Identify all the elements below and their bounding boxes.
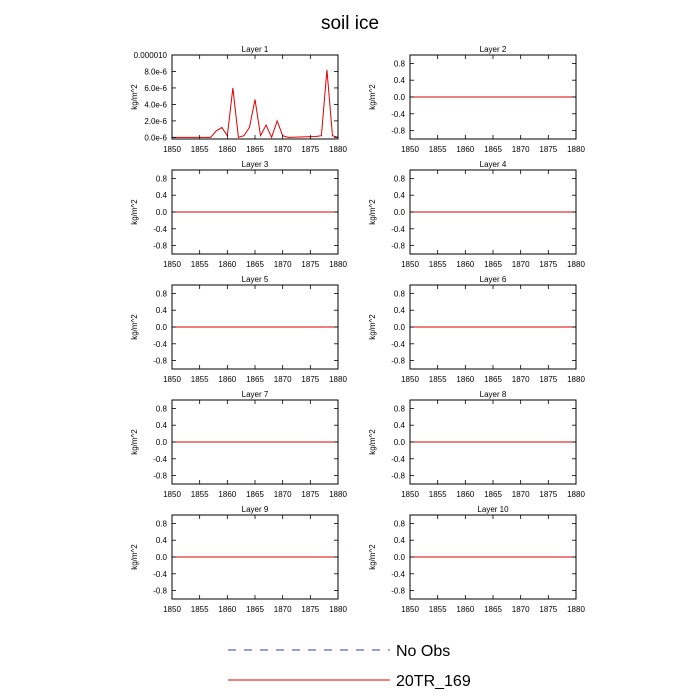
y-tick-label-layer-10: 0.0 xyxy=(393,553,405,562)
y-axis-label-layer-4: kg/m^2 xyxy=(368,199,377,225)
x-tick-label-layer-10: 1870 xyxy=(511,605,530,614)
y-tick-label-layer-5: 0.8 xyxy=(155,289,167,299)
y-tick-label-layer-3: -0.8 xyxy=(153,241,167,251)
panel-title-layer-1: Layer 1 xyxy=(241,45,269,54)
legend-label-no-obs: No Obs xyxy=(396,643,451,660)
y-tick-label-layer-1: 0.000010 xyxy=(133,51,167,60)
y-tick-label-layer-6: -0.8 xyxy=(391,356,405,366)
y-axis-label-layer-9: kg/m^2 xyxy=(130,544,139,570)
y-tick-label-layer-10: -0.4 xyxy=(391,569,405,579)
x-tick-label-layer-7: 1870 xyxy=(273,490,292,499)
x-tick-label-layer-8: 1855 xyxy=(428,490,447,499)
x-tick-label-layer-5: 1865 xyxy=(246,375,264,384)
y-tick-label-layer-7: 0.0 xyxy=(155,438,167,447)
x-tick-label-layer-7: 1865 xyxy=(246,490,264,499)
panel-grid xyxy=(130,45,585,614)
x-tick-label-layer-4: 1870 xyxy=(511,260,530,269)
x-tick-label-layer-3: 1875 xyxy=(301,260,320,269)
x-tick-label-layer-3: 1880 xyxy=(329,260,347,269)
y-tick-label-layer-3: 0.8 xyxy=(155,174,167,184)
x-tick-label-layer-5: 1880 xyxy=(329,375,347,384)
x-tick-label-layer-5: 1850 xyxy=(163,375,181,384)
y-tick-label-layer-1: 2.0e-6 xyxy=(144,116,167,126)
y-axis-label-layer-2: kg/m^2 xyxy=(368,84,377,110)
y-tick-label-layer-7: 0.8 xyxy=(155,404,167,414)
y-tick-label-layer-4: 0.8 xyxy=(393,174,405,184)
y-axis-label-layer-1: kg/m^2 xyxy=(130,84,139,110)
y-tick-label-layer-1: 6.0e-6 xyxy=(144,83,167,93)
x-tick-label-layer-1: 1850 xyxy=(163,145,181,154)
x-tick-label-layer-5: 1870 xyxy=(273,375,292,384)
y-tick-label-layer-8: -0.4 xyxy=(391,454,405,464)
y-tick-label-layer-7: -0.8 xyxy=(153,471,167,481)
x-tick-label-layer-8: 1880 xyxy=(567,490,585,499)
y-tick-label-layer-8: 0.0 xyxy=(393,438,405,447)
x-tick-label-layer-6: 1855 xyxy=(428,375,447,384)
y-tick-label-layer-7: 0.4 xyxy=(155,421,167,431)
x-tick-label-layer-1: 1860 xyxy=(218,145,237,154)
y-tick-label-layer-6: 0.8 xyxy=(393,289,405,299)
y-axis-label-layer-5: kg/m^2 xyxy=(130,314,139,340)
x-tick-label-layer-3: 1860 xyxy=(218,260,237,269)
x-tick-label-layer-4: 1855 xyxy=(428,260,447,269)
y-tick-label-layer-6: 0.0 xyxy=(393,323,405,332)
x-tick-label-layer-4: 1850 xyxy=(401,260,419,269)
legend xyxy=(228,643,471,690)
y-tick-label-layer-5: 0.4 xyxy=(155,306,167,316)
x-tick-label-layer-1: 1865 xyxy=(246,145,264,154)
x-tick-label-layer-7: 1850 xyxy=(163,490,181,499)
y-tick-label-layer-7: -0.4 xyxy=(153,454,167,464)
x-tick-label-layer-9: 1870 xyxy=(273,605,292,614)
x-tick-label-layer-10: 1880 xyxy=(567,605,585,614)
panel-layer-2 xyxy=(368,45,585,154)
panel-title-layer-3: Layer 3 xyxy=(241,160,269,169)
panel-layer-6 xyxy=(368,275,585,384)
x-tick-label-layer-2: 1875 xyxy=(539,145,558,154)
x-tick-label-layer-2: 1870 xyxy=(511,145,530,154)
x-tick-label-layer-3: 1850 xyxy=(163,260,181,269)
x-tick-label-layer-3: 1865 xyxy=(246,260,264,269)
x-tick-label-layer-10: 1860 xyxy=(456,605,475,614)
y-tick-label-layer-4: -0.4 xyxy=(391,224,405,234)
x-tick-label-layer-4: 1865 xyxy=(484,260,502,269)
y-tick-label-layer-2: 0.0 xyxy=(393,93,405,102)
y-tick-label-layer-1: 8.0e-6 xyxy=(144,67,167,77)
panel-title-layer-2: Layer 2 xyxy=(479,45,507,54)
y-tick-label-layer-5: -0.4 xyxy=(153,339,167,349)
panel-title-layer-4: Layer 4 xyxy=(479,160,507,169)
x-tick-label-layer-2: 1850 xyxy=(401,145,419,154)
panel-title-layer-7: Layer 7 xyxy=(241,390,269,399)
x-tick-label-layer-8: 1870 xyxy=(511,490,530,499)
x-tick-label-layer-7: 1855 xyxy=(190,490,209,499)
y-tick-label-layer-8: -0.8 xyxy=(391,471,405,481)
x-tick-label-layer-4: 1860 xyxy=(456,260,475,269)
x-tick-label-layer-1: 1870 xyxy=(273,145,292,154)
y-tick-label-layer-3: 0.0 xyxy=(155,208,167,217)
x-tick-label-layer-4: 1875 xyxy=(539,260,558,269)
y-tick-label-layer-2: 0.4 xyxy=(393,76,405,86)
y-tick-label-layer-9: -0.4 xyxy=(153,569,167,579)
x-tick-label-layer-3: 1870 xyxy=(273,260,292,269)
y-tick-label-layer-4: 0.0 xyxy=(393,208,405,217)
x-tick-label-layer-7: 1875 xyxy=(301,490,320,499)
x-tick-label-layer-6: 1875 xyxy=(539,375,558,384)
legend-label-20tr-169: 20TR_169 xyxy=(396,673,471,690)
x-tick-label-layer-7: 1860 xyxy=(218,490,237,499)
y-tick-label-layer-6: 0.4 xyxy=(393,306,405,316)
x-tick-label-layer-1: 1855 xyxy=(190,145,209,154)
y-tick-label-layer-4: 0.4 xyxy=(393,191,405,201)
panel-title-layer-9: Layer 9 xyxy=(241,505,269,514)
panel-layer-3 xyxy=(130,160,347,269)
x-tick-label-layer-10: 1855 xyxy=(428,605,447,614)
x-tick-label-layer-6: 1880 xyxy=(567,375,585,384)
series-line-layer-1 xyxy=(172,70,338,138)
x-tick-label-layer-8: 1850 xyxy=(401,490,419,499)
panel-title-layer-6: Layer 6 xyxy=(479,275,507,284)
x-tick-label-layer-9: 1875 xyxy=(301,605,320,614)
y-tick-label-layer-1: 4.0e-6 xyxy=(144,100,167,110)
x-tick-label-layer-10: 1865 xyxy=(484,605,502,614)
x-tick-label-layer-5: 1860 xyxy=(218,375,237,384)
y-tick-label-layer-8: 0.4 xyxy=(393,421,405,431)
y-tick-label-layer-10: 0.4 xyxy=(393,536,405,546)
x-tick-label-layer-9: 1880 xyxy=(329,605,347,614)
panel-layer-7 xyxy=(130,390,347,499)
y-axis-label-layer-10: kg/m^2 xyxy=(368,544,377,570)
x-tick-label-layer-6: 1865 xyxy=(484,375,502,384)
panel-layer-10 xyxy=(368,505,585,614)
y-tick-label-layer-3: 0.4 xyxy=(155,191,167,201)
panel-layer-8 xyxy=(368,390,585,499)
plot-frame-layer-1 xyxy=(172,55,338,139)
x-tick-label-layer-3: 1855 xyxy=(190,260,209,269)
y-tick-label-layer-9: 0.0 xyxy=(155,553,167,562)
x-tick-label-layer-2: 1865 xyxy=(484,145,502,154)
y-tick-label-layer-6: -0.4 xyxy=(391,339,405,349)
y-axis-label-layer-6: kg/m^2 xyxy=(368,314,377,340)
x-tick-label-layer-2: 1860 xyxy=(456,145,475,154)
x-tick-label-layer-10: 1850 xyxy=(401,605,419,614)
x-tick-label-layer-5: 1875 xyxy=(301,375,320,384)
panel-layer-4 xyxy=(368,160,585,269)
x-tick-label-layer-6: 1860 xyxy=(456,375,475,384)
x-tick-label-layer-8: 1875 xyxy=(539,490,558,499)
panel-title-layer-5: Layer 5 xyxy=(241,275,269,284)
y-axis-label-layer-8: kg/m^2 xyxy=(368,429,377,455)
x-tick-label-layer-2: 1880 xyxy=(567,145,585,154)
figure-title: soil ice xyxy=(320,13,380,34)
y-tick-label-layer-2: -0.8 xyxy=(391,126,405,136)
x-tick-label-layer-8: 1860 xyxy=(456,490,475,499)
y-tick-label-layer-5: -0.8 xyxy=(153,356,167,366)
panel-layer-5 xyxy=(130,275,347,384)
y-axis-label-layer-7: kg/m^2 xyxy=(130,429,139,455)
x-tick-label-layer-10: 1875 xyxy=(539,605,558,614)
y-tick-label-layer-9: 0.4 xyxy=(155,536,167,546)
x-tick-label-layer-4: 1880 xyxy=(567,260,585,269)
y-tick-label-layer-10: 0.8 xyxy=(393,519,405,529)
x-tick-label-layer-8: 1865 xyxy=(484,490,502,499)
y-tick-label-layer-1: 0.0e-6 xyxy=(144,133,167,143)
x-tick-label-layer-1: 1880 xyxy=(329,145,347,154)
y-axis-label-layer-3: kg/m^2 xyxy=(130,199,139,225)
y-tick-label-layer-9: -0.8 xyxy=(153,586,167,596)
panel-layer-1 xyxy=(130,45,347,154)
x-tick-label-layer-2: 1855 xyxy=(428,145,447,154)
x-tick-label-layer-9: 1850 xyxy=(163,605,181,614)
y-tick-label-layer-2: 0.8 xyxy=(393,59,405,69)
y-tick-label-layer-4: -0.8 xyxy=(391,241,405,251)
panel-title-layer-10: Layer 10 xyxy=(477,505,509,514)
x-tick-label-layer-6: 1850 xyxy=(401,375,419,384)
x-tick-label-layer-6: 1870 xyxy=(511,375,530,384)
panel-layer-9 xyxy=(130,505,347,614)
y-tick-label-layer-2: -0.4 xyxy=(391,109,405,119)
y-tick-label-layer-8: 0.8 xyxy=(393,404,405,414)
x-tick-label-layer-7: 1880 xyxy=(329,490,347,499)
y-tick-label-layer-3: -0.4 xyxy=(153,224,167,234)
y-tick-label-layer-10: -0.8 xyxy=(391,586,405,596)
x-tick-label-layer-9: 1855 xyxy=(190,605,209,614)
x-tick-label-layer-9: 1860 xyxy=(218,605,237,614)
x-tick-label-layer-1: 1875 xyxy=(301,145,320,154)
y-tick-label-layer-5: 0.0 xyxy=(155,323,167,332)
x-tick-label-layer-5: 1855 xyxy=(190,375,209,384)
y-tick-label-layer-9: 0.8 xyxy=(155,519,167,529)
x-tick-label-layer-9: 1865 xyxy=(246,605,264,614)
panel-title-layer-8: Layer 8 xyxy=(479,390,507,399)
